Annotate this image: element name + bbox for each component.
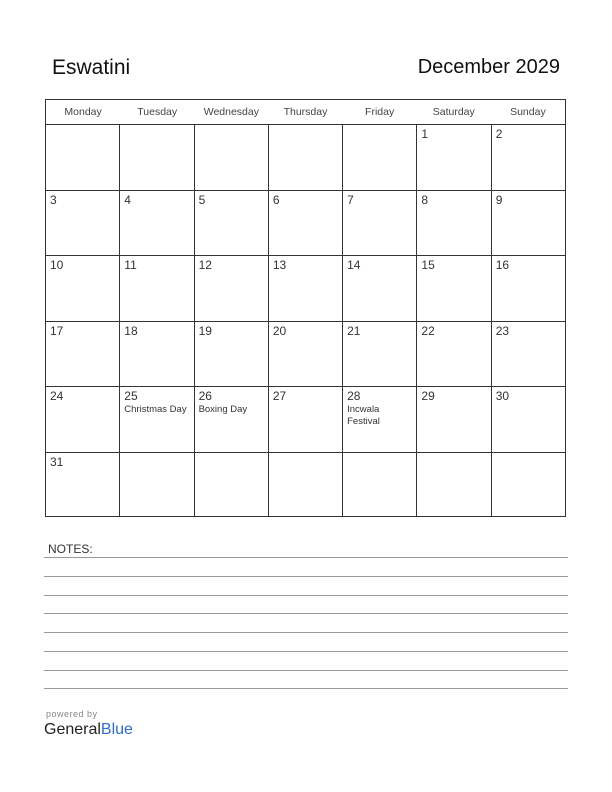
day-cell — [195, 322, 269, 387]
week-row — [46, 256, 565, 322]
day-cell — [417, 125, 491, 190]
day-number: 22 — [421, 323, 435, 338]
day-number: 2 — [495, 127, 503, 141]
day-cell — [343, 125, 417, 190]
day-number: 30 — [495, 389, 510, 403]
day-number: 17 — [50, 323, 64, 338]
day-number: 7 — [347, 192, 354, 207]
day-number: 31 — [50, 454, 64, 469]
day-number: 13 — [272, 258, 287, 272]
day-number: 4 — [124, 192, 131, 207]
day-cell — [269, 453, 343, 518]
day-cell — [492, 125, 565, 190]
day-cell — [343, 191, 417, 256]
holiday-label: Incwala Festival — [347, 404, 380, 427]
notes-label: NOTES: — [48, 542, 93, 556]
weekday-friday: Friday — [365, 106, 395, 118]
day-number: 1 — [421, 127, 429, 141]
holiday-label: Boxing Day — [198, 404, 248, 415]
day-cell — [195, 453, 269, 518]
day-cell — [492, 322, 565, 387]
brand-general: General — [44, 721, 101, 738]
weekday-tuesday: Tuesday — [137, 106, 178, 118]
notes-line — [44, 576, 568, 577]
day-number: 19 — [198, 323, 212, 338]
brand-logo — [44, 721, 133, 739]
day-number: 12 — [198, 258, 212, 272]
day-number: 3 — [50, 192, 57, 207]
day-number: 21 — [347, 323, 361, 338]
day-number: 27 — [272, 389, 287, 403]
day-cell — [492, 453, 565, 518]
calendar-grid — [45, 99, 566, 517]
notes-line — [44, 688, 568, 689]
day-number: 8 — [421, 192, 429, 207]
day-cell — [269, 256, 343, 321]
day-cell — [417, 322, 491, 387]
day-number: 9 — [495, 192, 503, 207]
calendar-weeks — [46, 125, 565, 517]
day-number: 20 — [272, 323, 287, 338]
day-number: 5 — [198, 192, 206, 207]
week-row — [46, 387, 565, 453]
notes-line — [44, 632, 568, 633]
week-row — [46, 322, 565, 388]
day-number: 6 — [272, 192, 280, 207]
weekday-saturday: Saturday — [432, 106, 475, 118]
month-title: December 2029 — [417, 56, 560, 78]
weekday-sunday: Sunday — [510, 106, 546, 118]
weekday-thursday: Thursday — [283, 106, 328, 118]
notes-line — [44, 670, 568, 671]
day-cell — [195, 125, 269, 190]
weekday-header — [46, 100, 565, 125]
day-cell — [120, 256, 194, 321]
day-cell — [120, 387, 194, 452]
day-cell — [417, 256, 491, 321]
day-number: 25 — [124, 389, 138, 403]
day-cell — [417, 191, 491, 256]
day-cell — [195, 256, 269, 321]
week-row — [46, 453, 565, 518]
day-cell — [269, 191, 343, 256]
day-cell — [46, 191, 120, 256]
day-cell — [195, 387, 269, 452]
notes-line — [44, 613, 568, 614]
weekday-monday: Monday — [64, 106, 102, 118]
day-cell — [46, 453, 120, 518]
week-row — [46, 125, 565, 191]
day-number: 18 — [124, 323, 138, 338]
day-cell — [120, 191, 194, 256]
day-cell — [269, 322, 343, 387]
day-cell — [269, 125, 343, 190]
day-cell — [492, 256, 565, 321]
day-cell — [269, 387, 343, 452]
day-cell — [120, 322, 194, 387]
week-row — [46, 191, 565, 257]
day-cell — [343, 387, 417, 452]
day-cell — [492, 387, 565, 452]
day-number: 15 — [421, 258, 435, 272]
day-number: 28 — [347, 389, 361, 403]
weekday-wednesday: Wednesday — [203, 106, 259, 118]
day-cell — [195, 191, 269, 256]
day-cell — [492, 191, 565, 256]
day-number: 10 — [50, 258, 64, 272]
day-number: 23 — [495, 323, 510, 338]
day-cell — [343, 322, 417, 387]
day-cell — [417, 387, 491, 452]
powered-by-text: powered by — [46, 709, 98, 719]
holiday-label: Christmas Day — [124, 404, 187, 415]
day-number: 24 — [50, 389, 64, 403]
day-number: 26 — [198, 389, 212, 403]
notes-line — [44, 557, 568, 558]
day-number: 14 — [347, 258, 361, 272]
day-number: 11 — [124, 258, 137, 272]
country-title: Eswatini — [52, 56, 131, 79]
day-cell — [343, 256, 417, 321]
day-cell — [46, 125, 120, 190]
notes-line — [44, 651, 568, 652]
day-cell — [46, 322, 120, 387]
day-cell — [417, 453, 491, 518]
day-number: 29 — [421, 389, 435, 403]
day-cell — [120, 453, 194, 518]
notes-line — [44, 595, 568, 596]
brand-blue: Blue — [100, 721, 133, 738]
day-cell — [46, 256, 120, 321]
day-number: 16 — [495, 258, 510, 272]
day-cell — [46, 387, 120, 452]
day-cell — [343, 453, 417, 518]
day-cell — [120, 125, 194, 190]
